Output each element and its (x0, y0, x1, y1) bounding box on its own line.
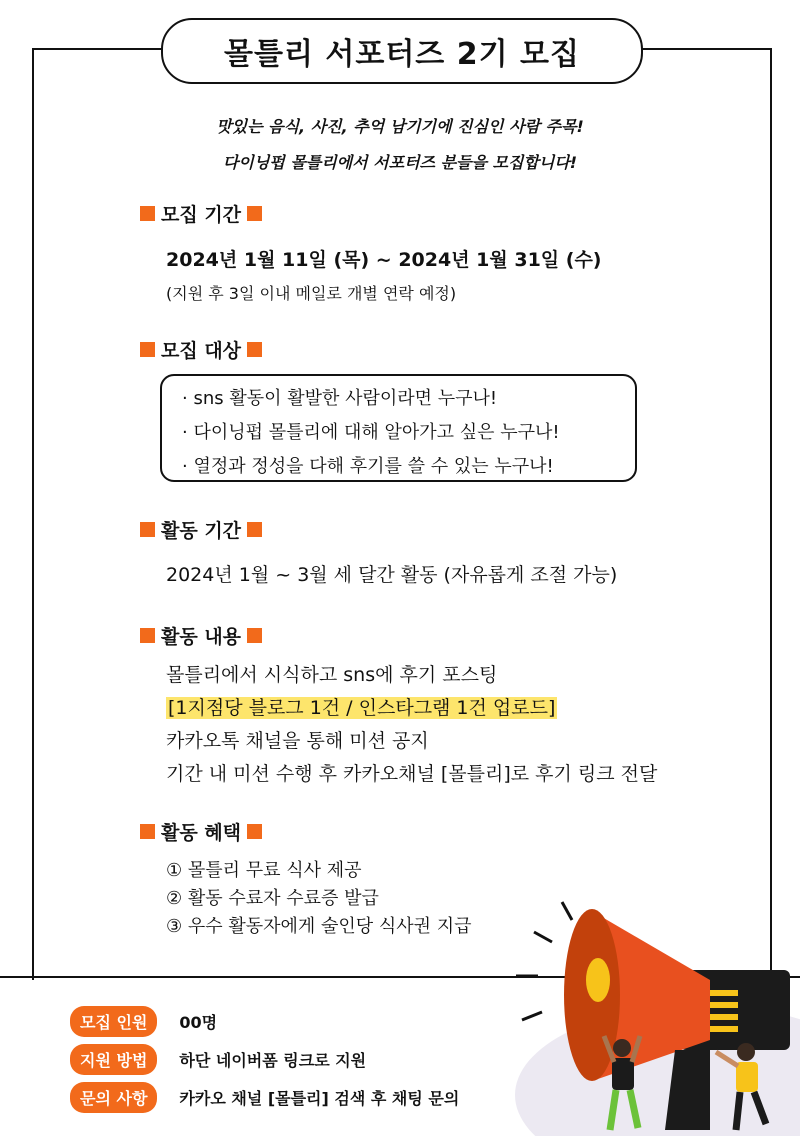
bullet-square-icon (140, 628, 155, 643)
page-title: 몰틀리 서포터즈 2기 모집 (223, 37, 580, 72)
period-dates: 2024년 1월 11일 (목) ~ 2024년 1월 31일 (수) (166, 249, 602, 271)
section-heading-label: 모집 기간 (161, 204, 242, 226)
info-row-apply (70, 1044, 366, 1075)
section-heading-label: 활동 기간 (161, 520, 242, 542)
section-heading-activity-period (140, 516, 262, 543)
section-heading-activity-content (140, 622, 262, 649)
list-item: · 열정과 정성을 다해 후기를 쓸 수 있는 누구나! (182, 456, 554, 477)
title-banner (161, 18, 643, 84)
bullet-square-icon (247, 206, 262, 221)
bullet-square-icon (247, 342, 262, 357)
content-line: 카카오톡 채널을 통해 미션 공지 (166, 730, 429, 752)
bullet-square-icon (140, 206, 155, 221)
activity-period-text: 2024년 1월 ~ 3월 세 달간 활동 (자유롭게 조절 가능) (166, 564, 618, 586)
bullet-square-icon (140, 342, 155, 357)
section-heading-label: 모집 대상 (161, 340, 242, 362)
info-badge: 모집 인원 (70, 1006, 157, 1037)
content-line: 기간 내 미션 수행 후 카카오채널 [몰틀리]로 후기 링크 전달 (166, 763, 658, 785)
bullet-square-icon (140, 522, 155, 537)
bullet-square-icon (247, 522, 262, 537)
bullet-square-icon (140, 824, 155, 839)
info-value: 카카오 채널 [몰틀리] 검색 후 채팅 문의 (179, 1089, 460, 1108)
benefit-item: ③ 우수 활동자에게 술인당 식사권 지급 (166, 916, 472, 937)
info-badge: 문의 사항 (70, 1082, 157, 1113)
target-list-box (160, 374, 637, 482)
bullet-square-icon (247, 628, 262, 643)
section-heading-benefits (140, 818, 262, 845)
intro-line-1: 맛있는 음식, 사진, 추억 남기기에 진심인 사람 주목! (216, 117, 584, 136)
info-row-headcount (70, 1006, 217, 1037)
content-line-highlight: [1지점당 블로그 1건 / 인스타그램 1건 업로드] (168, 697, 556, 719)
info-badge: 지원 방법 (70, 1044, 157, 1075)
section-heading-target (140, 336, 262, 363)
bullet-square-icon (247, 824, 262, 839)
section-heading-period (140, 200, 262, 227)
info-row-inquiry (70, 1082, 459, 1113)
benefit-item: ② 활동 수료자 수료증 발급 (166, 888, 379, 909)
benefit-item: ① 몰틀리 무료 식사 제공 (166, 860, 362, 881)
section-heading-label: 활동 내용 (161, 626, 242, 648)
section-heading-label: 활동 혜택 (161, 822, 242, 844)
content-line: 몰틀리에서 시식하고 sns에 후기 포스팅 (166, 664, 498, 686)
list-item: · 다이닝펍 몰틀리에 대해 알아가고 싶은 누구나! (182, 422, 560, 443)
list-item: · sns 활동이 활발한 사람이라면 누구나! (182, 388, 498, 409)
megaphone-people-icon (500, 880, 800, 1136)
info-value: 하단 네이버폼 링크로 지원 (179, 1051, 367, 1070)
info-value: 00명 (179, 1013, 218, 1032)
period-note: (지원 후 3일 이내 메일로 개별 연락 예정) (166, 284, 457, 303)
intro-line-2: 다이닝펍 몰틀리에서 서포터즈 분들을 모집합니다! (222, 153, 578, 172)
